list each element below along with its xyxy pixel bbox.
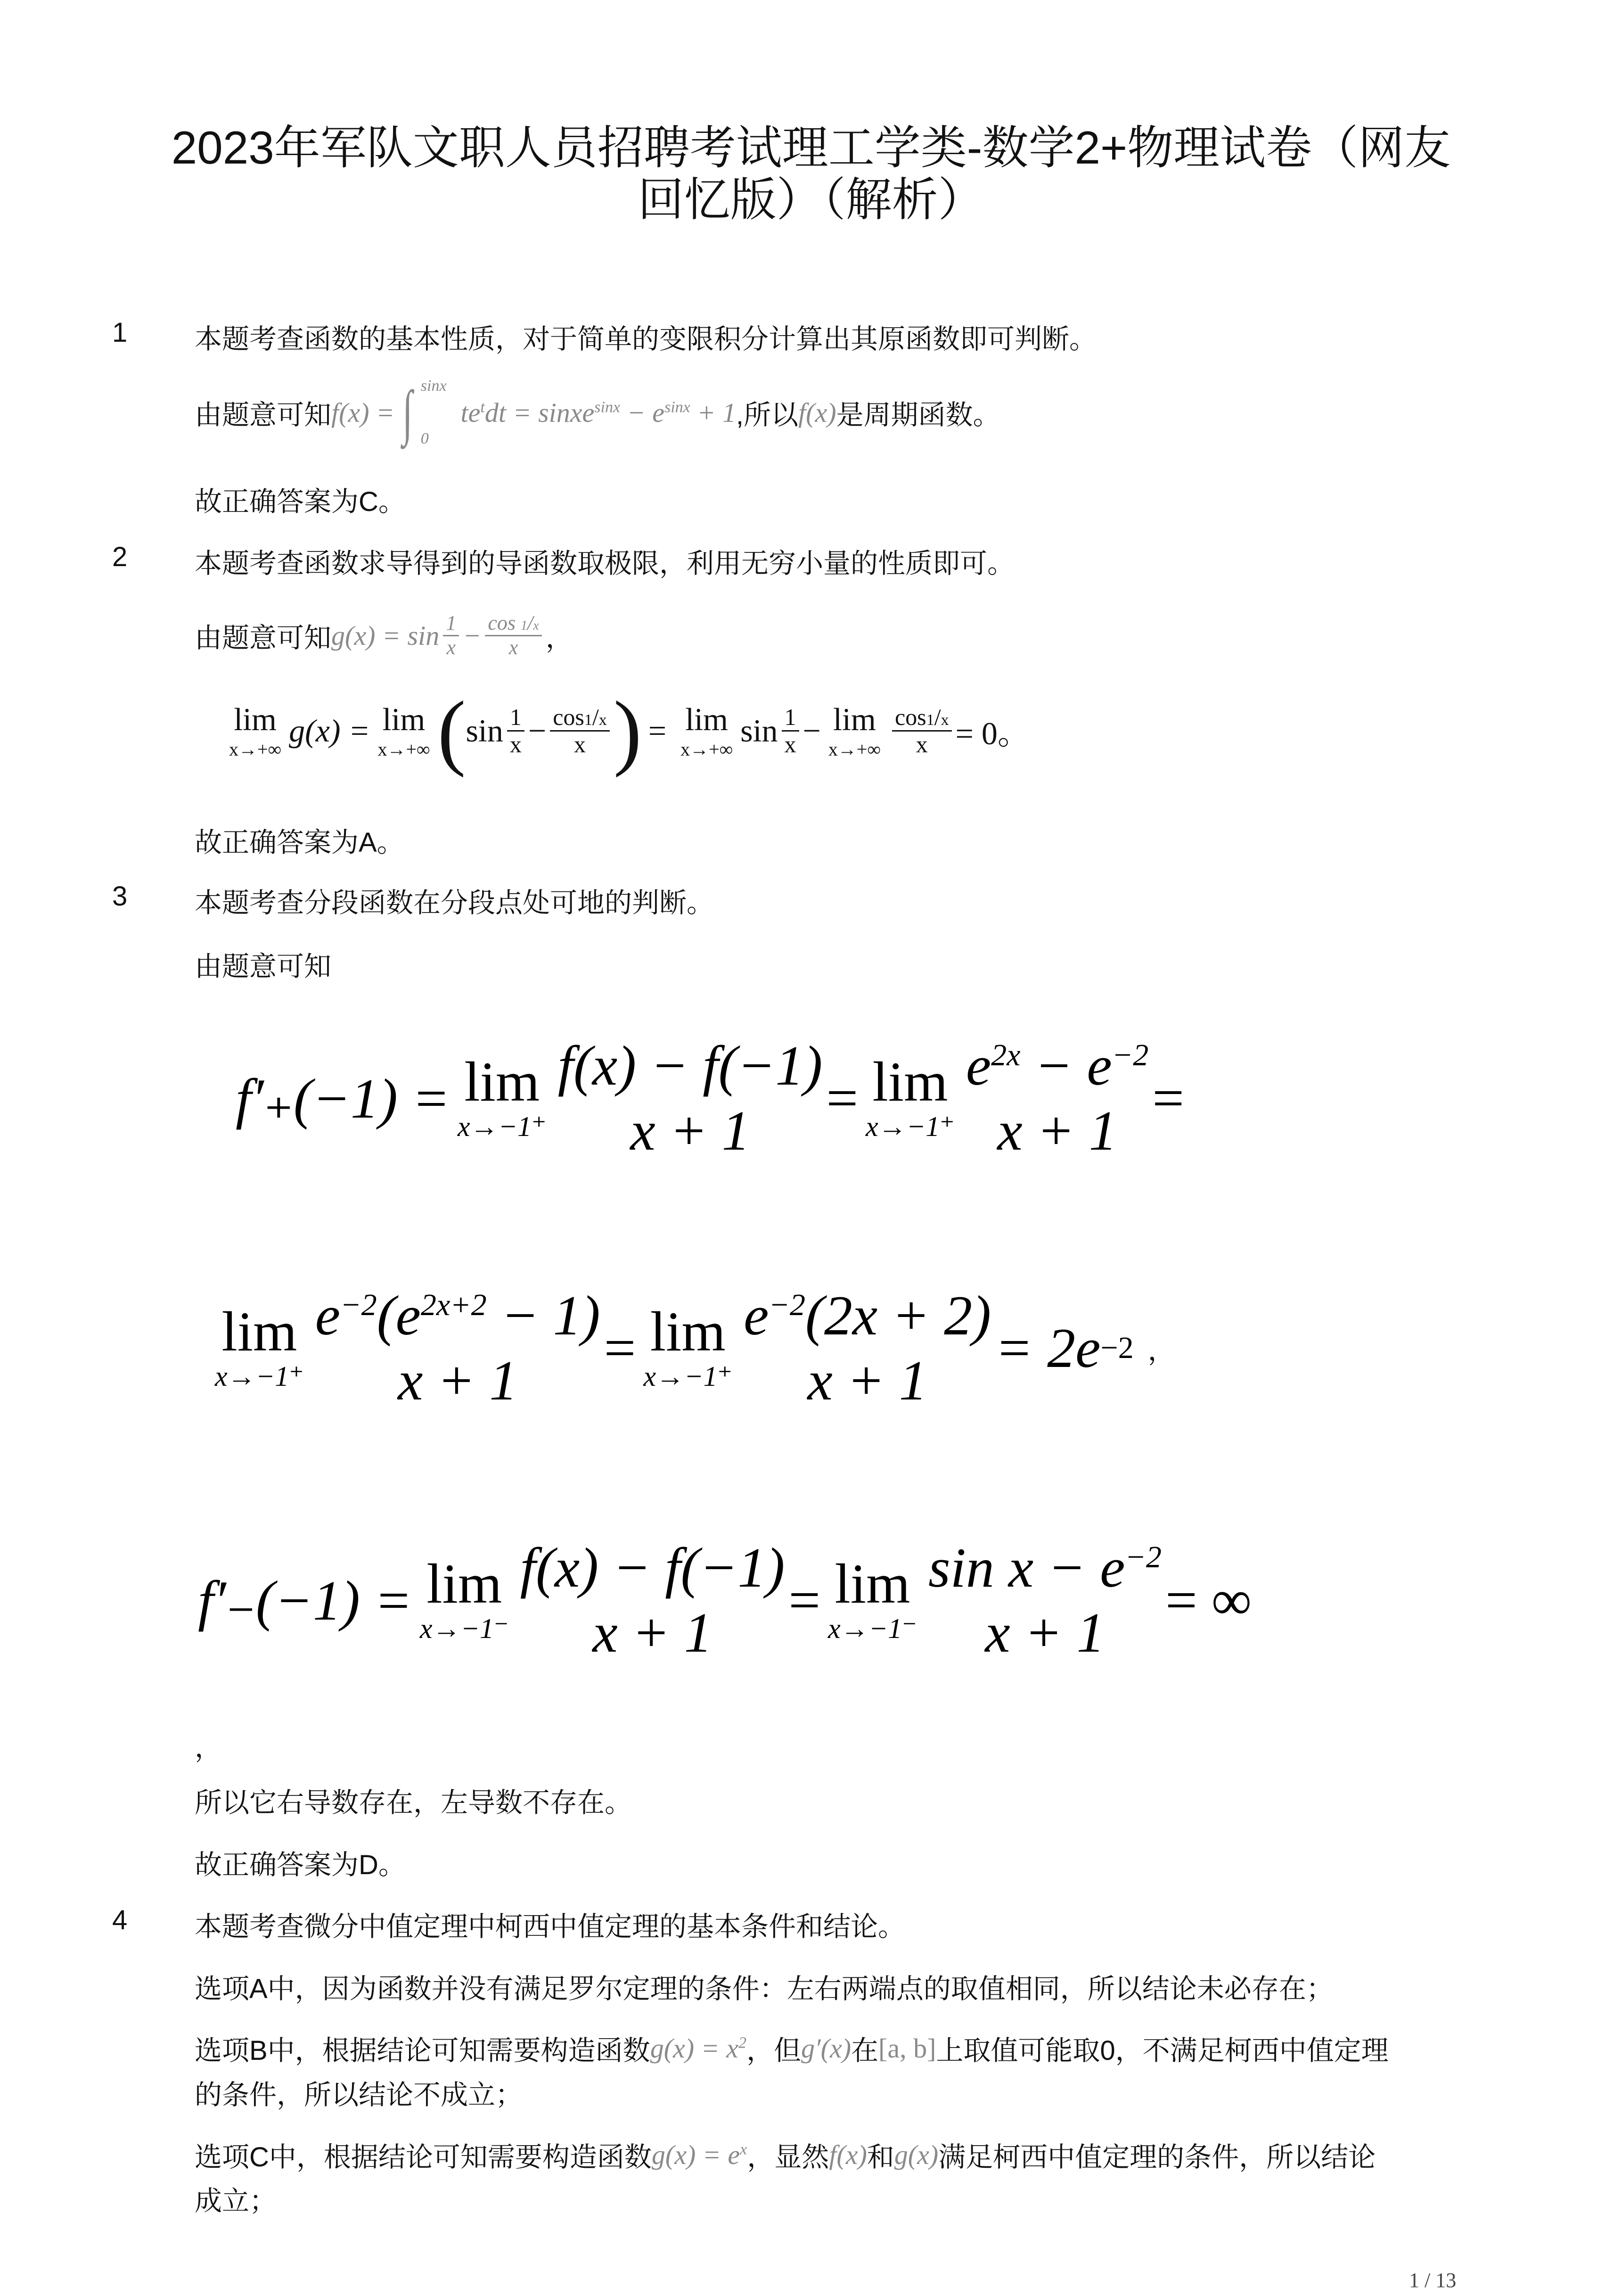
formula-text: g(x) = x — [650, 2033, 738, 2064]
text: 满足柯西中值定理的条件，所以结论 — [938, 2142, 1376, 2173]
formula: [a, b] — [878, 2033, 936, 2064]
numerator: cos1/x — [892, 704, 952, 732]
fraction — [485, 612, 541, 659]
lim-text: lim — [234, 701, 277, 737]
lim-sub: x→−1⁻ — [828, 1613, 917, 1644]
numerator: 1 — [443, 612, 459, 636]
comma: ， — [545, 623, 573, 653]
formula-text: + 1 — [690, 397, 736, 428]
denominator: x + 1 — [592, 1601, 713, 1664]
formula-text: f′₊(−1) = — [236, 1067, 450, 1130]
q4-option-c-line2: 成立； — [195, 2186, 277, 2216]
q1-formula — [331, 397, 394, 428]
formula-text: f(x) = — [331, 397, 395, 428]
integral-upper: sinx — [420, 377, 447, 395]
text: 选项B中，根据结论可知需要构造函数 — [195, 2035, 650, 2066]
q1-formula-rest — [461, 397, 736, 428]
formula-text: = — [1152, 1067, 1184, 1129]
numerator: f(x) − f(−1) — [520, 1536, 785, 1599]
paren: ) — [613, 683, 642, 778]
denominator: x — [784, 731, 796, 757]
limit — [643, 1300, 733, 1393]
q4-option-c — [195, 2135, 1376, 2174]
formula-text: − e — [1020, 1034, 1112, 1097]
formula-sup: −2 — [340, 1288, 377, 1322]
fraction — [520, 1535, 785, 1665]
lim-text: lim — [426, 1552, 502, 1615]
q1-derivation — [195, 372, 1000, 453]
text: ，但 — [746, 2035, 801, 2066]
integral-sign: ∫ — [402, 379, 413, 446]
denominator: x — [916, 731, 928, 757]
fraction — [782, 704, 799, 757]
formula-text: x — [533, 618, 539, 634]
fraction — [443, 612, 459, 659]
numerator: f(x) − f(−1) — [557, 1034, 823, 1097]
formula-text: = — [604, 1317, 636, 1379]
denominator: x + 1 — [997, 1099, 1117, 1162]
fraction — [550, 704, 610, 757]
formula-text: 1 — [584, 711, 592, 729]
formula-sup: sinx — [594, 398, 621, 416]
denominator: x — [509, 731, 522, 757]
formula-text: sin — [466, 712, 503, 749]
lim-text: lim — [221, 1300, 297, 1363]
formula-text: x — [941, 711, 949, 729]
formula-text: − — [463, 620, 482, 651]
paren: ( — [437, 683, 466, 778]
formula — [650, 2033, 746, 2064]
q2-lead: 由题意可知 — [195, 623, 332, 653]
formula-sup: −2 — [1100, 1331, 1134, 1365]
question-number: 1 — [112, 317, 128, 348]
lim-sub: x→−1⁺ — [215, 1361, 304, 1392]
lim-text: lim — [382, 701, 426, 737]
q1-fx: f(x) — [798, 397, 836, 428]
lim-sub: x→−1⁺ — [866, 1111, 955, 1142]
lim-sub: x→+∞ — [229, 739, 282, 760]
formula-text: = ∞ — [1165, 1569, 1252, 1631]
denominator: x + 1 — [398, 1349, 518, 1412]
q1-mid-text: ,所以 — [736, 400, 799, 430]
fraction — [507, 704, 524, 757]
q3-conclusion: 所以它右导数存在，左导数不存在。 — [195, 1787, 632, 1818]
text: 在 — [851, 2035, 879, 2066]
lim-text: lim — [872, 1050, 948, 1113]
q2-answer: 故正确答案为A。 — [195, 827, 404, 858]
numerator — [315, 1283, 600, 1348]
q2-definition — [195, 598, 573, 673]
q3-intro: 本题考查分段函数在分段点处可地的判断。 — [195, 888, 714, 918]
document-title-line-2: 回忆版）（解析） — [638, 173, 984, 225]
fraction — [315, 1283, 600, 1413]
formula: g(x) — [894, 2139, 939, 2170]
formula-text: g(x) = sin — [331, 620, 440, 651]
formula-text: cos — [553, 703, 584, 730]
formula-text: − 1) — [486, 1284, 600, 1347]
q3-left-derivative-formula — [198, 1520, 1252, 1680]
denominator: x — [508, 635, 518, 659]
limit — [828, 1552, 917, 1645]
q3-right-derivative-continued — [207, 1268, 1175, 1428]
formula-text: te — [460, 397, 481, 428]
question-number: 2 — [112, 542, 128, 572]
formula-text: cos — [894, 703, 926, 730]
lim-text: lim — [835, 1552, 910, 1615]
denominator: x + 1 — [985, 1601, 1105, 1664]
limit — [377, 701, 430, 760]
text: 上取值可能取0，不满足柯西中值定理 — [936, 2035, 1389, 2066]
question-number: 4 — [112, 1905, 128, 1935]
formula-sup: −2 — [769, 1288, 805, 1322]
comma: ， — [1147, 1335, 1175, 1366]
q3-right-derivative-formula — [236, 1018, 1184, 1178]
formula-text: dt = sinxe — [484, 397, 595, 428]
formula-text: = — [826, 1067, 859, 1129]
lim-sub: x→+∞ — [828, 739, 881, 760]
lim-sub: x→−1⁺ — [643, 1361, 733, 1392]
formula-text: = 2e — [995, 1317, 1101, 1379]
lim-text: lim — [685, 701, 728, 737]
fraction — [928, 1535, 1162, 1665]
denominator: x + 1 — [807, 1349, 927, 1412]
numerator — [966, 1033, 1148, 1098]
text: 选项C中，根据结论可知需要构造函数 — [195, 2142, 652, 2173]
lim-sub: x→−1⁻ — [419, 1613, 509, 1644]
q1-lead: 由题意可知 — [195, 400, 332, 430]
formula-text: (2x + 2) — [805, 1284, 991, 1347]
formula-text: cos — [488, 611, 516, 635]
formula — [652, 2139, 747, 2171]
q3-answer: 故正确答案为D。 — [195, 1850, 406, 1880]
q2-limit-formula — [221, 683, 1030, 778]
formula-text: sin — [740, 712, 778, 749]
formula-text: 1 — [521, 618, 528, 634]
formula-text: (e — [377, 1284, 421, 1347]
formula-text: f′₋(−1) = — [198, 1569, 412, 1632]
formula-text: − — [803, 712, 821, 749]
formula-text: = 0。 — [955, 715, 1030, 751]
limit — [866, 1050, 955, 1143]
q4-intro: 本题考查微分中值定理中柯西中值定理的基本条件和结论。 — [195, 1911, 906, 1942]
formula-sup: 2x+2 — [420, 1288, 487, 1322]
limit — [215, 1300, 304, 1393]
limit — [457, 1050, 547, 1143]
text: 和 — [867, 2142, 894, 2173]
denominator: x — [446, 635, 456, 659]
q1-tail-text: 是周期函数。 — [836, 400, 1000, 430]
numerator — [928, 1535, 1162, 1600]
formula-text: g(x) = e — [651, 2139, 740, 2170]
document-title-line-1: 2023年军队文职人员招聘考试理工学类-数学2+物理试卷（网友 — [171, 122, 1451, 173]
fraction — [558, 1033, 823, 1163]
q4-option-b — [195, 2028, 1389, 2068]
formula-sup: sinx — [664, 398, 690, 416]
formula-sup: −2 — [1112, 1038, 1149, 1072]
numerator: 1 — [782, 704, 799, 732]
formula-text: e — [315, 1284, 341, 1347]
formula-text: g(x) = — [289, 712, 370, 749]
formula-sup: x — [740, 2140, 747, 2158]
q3-comma: ， — [195, 1732, 222, 1763]
formula: f(x) — [829, 2139, 867, 2170]
formula-text: sin x − e — [928, 1536, 1125, 1599]
integral-limits — [421, 377, 447, 448]
q1-intro: 本题考查函数的基本性质，对于简单的变限积分计算出其原函数即可判断。 — [195, 324, 1097, 354]
denominator: x + 1 — [630, 1099, 750, 1162]
lim-text: lim — [464, 1050, 540, 1113]
formula-text: 1 — [926, 711, 934, 729]
integral-lower: 0 — [420, 430, 429, 447]
lim-sub: x→−1⁺ — [457, 1111, 547, 1142]
lim-text: lim — [650, 1300, 726, 1363]
formula: g′(x) — [801, 2033, 852, 2064]
lim-text: lim — [833, 701, 876, 737]
formula-text: − e — [620, 397, 664, 428]
formula-text: e — [744, 1284, 769, 1347]
q3-lead: 由题意可知 — [195, 951, 332, 982]
formula-text: = — [788, 1569, 821, 1631]
numerator: 1 — [507, 704, 524, 732]
formula-text: = — [648, 712, 667, 749]
formula-sup: t — [480, 398, 485, 416]
limit — [680, 701, 733, 760]
text: ，显然 — [747, 2142, 829, 2173]
formula-sup: −2 — [1125, 1540, 1162, 1574]
fraction — [966, 1033, 1148, 1163]
fraction — [892, 704, 952, 757]
limit — [828, 701, 881, 760]
formula-text: e — [966, 1034, 991, 1097]
question-number: 3 — [112, 881, 128, 912]
fraction — [744, 1283, 991, 1413]
lim-sub: x→+∞ — [377, 739, 430, 760]
q4-option-b-line2: 的条件，所以结论不成立； — [195, 2080, 523, 2110]
formula-sup: 2 — [738, 2034, 746, 2052]
lim-sub: x→+∞ — [680, 739, 733, 760]
numerator: cos1/x — [550, 704, 610, 732]
numerator: cos 1/x — [485, 612, 541, 636]
q2-intro: 本题考查函数求导得到的导函数取极限，利用无穷小量的性质即可。 — [195, 548, 1015, 579]
formula-sup: 2x — [991, 1038, 1021, 1072]
limit — [229, 701, 281, 760]
denominator: x — [573, 731, 586, 757]
q1-answer: 故正确答案为C。 — [195, 486, 406, 517]
numerator — [744, 1283, 991, 1348]
q4-option-a: 选项A中，因为函数并没有满足罗尔定理的条件：左右两端点的取值相同，所以结论未必存在； — [195, 1974, 1334, 2004]
formula-text: x — [598, 711, 607, 729]
limit — [419, 1552, 509, 1645]
page-number: 1 / 13 — [1409, 2269, 1457, 2292]
formula-text: − — [528, 712, 547, 749]
